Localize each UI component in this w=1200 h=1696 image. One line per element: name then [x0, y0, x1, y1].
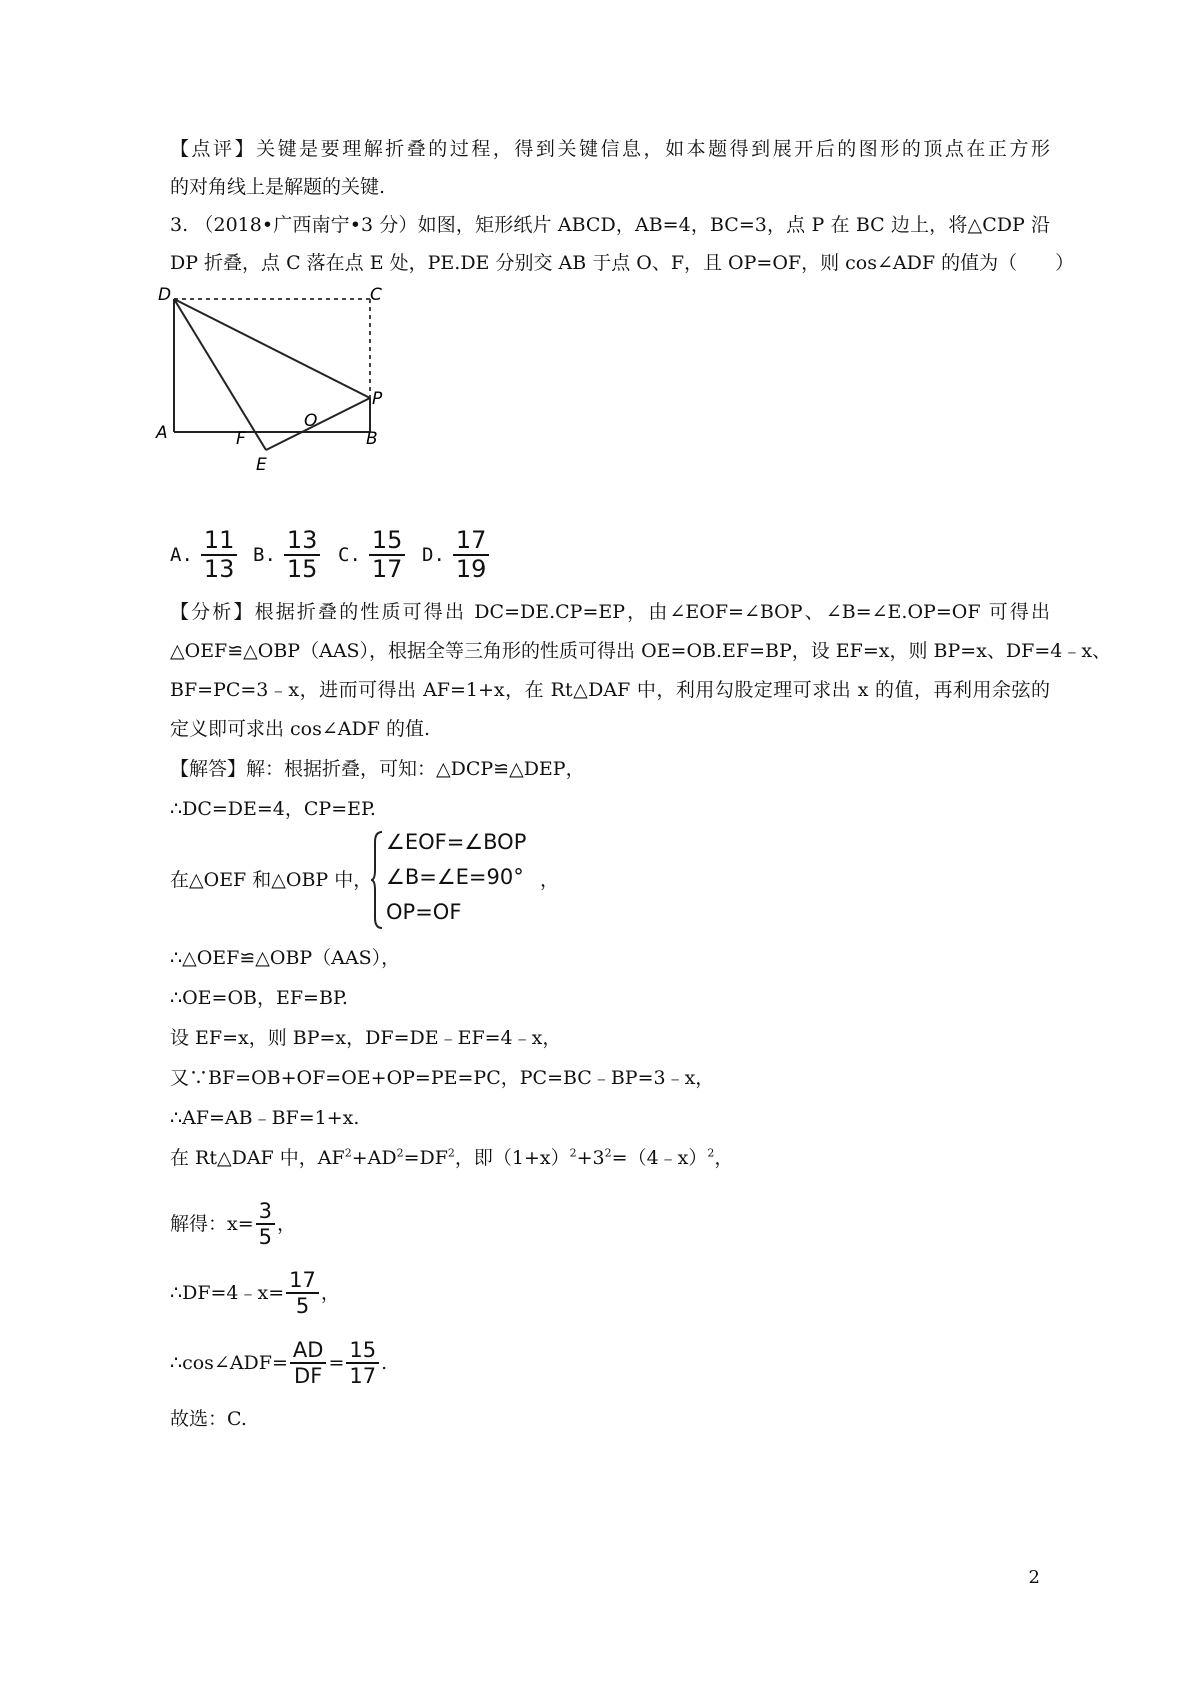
option-a-fraction	[201, 525, 238, 583]
solve-x-prefix: 解得：x=	[170, 1213, 254, 1235]
df-suffix: ，	[320, 1282, 340, 1304]
option-c-label: C.	[338, 544, 361, 566]
analysis-line-1: 【分析】根据折叠的性质可得出 DC=DE.CP=EP，由∠EOF=∠BOP、∠B=∠E.OP=OF 可得出	[170, 601, 1050, 623]
option-b-label: B.	[253, 544, 276, 566]
brace-equation-1: ∠EOF=∠BOP	[386, 830, 527, 854]
cos-suffix: .	[381, 1352, 388, 1374]
eq-part-b: +AD	[351, 1147, 397, 1169]
solve-x-suffix: ，	[277, 1213, 297, 1235]
solution-line-3-prefix: 在△OEF 和△OBP 中，	[170, 869, 373, 891]
label-f: F	[236, 429, 246, 449]
solution-line-11	[170, 1263, 1050, 1323]
cos-prefix: ∴cos∠ADF=	[170, 1352, 288, 1374]
solution-line-13: 故选：C.	[170, 1408, 247, 1430]
analysis-line-2: △OEF≌△OBP（AAS），根据全等三角形的性质可得出 OE=OB.EF=BP，设 EF=x，则 BP=x、DF=4﹣x、	[170, 640, 1112, 662]
page-number: 2	[1028, 1567, 1040, 1588]
option-c	[338, 525, 407, 585]
left-brace-icon	[370, 830, 384, 930]
review-line-1: 【点评】关键是要理解折叠的过程，得到关键信息，如本题得到展开后的图形的顶点在正方形	[170, 138, 1050, 160]
segment-ep	[266, 398, 370, 450]
solution-line-12	[170, 1333, 1050, 1393]
cos-numerator: 15	[346, 1339, 379, 1364]
option-c-denominator: 17	[371, 555, 403, 583]
analysis-line-4: 定义即可求出 cos∠ADF 的值.	[170, 718, 431, 740]
label-d: D	[158, 285, 172, 305]
eq-part-f: =（4﹣x）	[611, 1147, 708, 1169]
eq-sup-6: 2	[707, 1146, 715, 1160]
cos-denominator: 17	[349, 1364, 377, 1388]
ad-numerator: AD	[290, 1339, 327, 1364]
solution-line-1: 【解答】解：根据折叠，可知：△DCP≌△DEP，	[170, 758, 585, 780]
label-a: A	[156, 423, 168, 443]
ad-df-fraction	[290, 1339, 327, 1387]
eq-sup-3: 2	[447, 1146, 455, 1160]
label-c: C	[370, 285, 382, 305]
option-b-denominator: 15	[286, 555, 318, 583]
x-numerator: 3	[256, 1200, 275, 1225]
solution-line-3-suffix: ，	[540, 869, 560, 891]
solution-line-10	[170, 1194, 1050, 1254]
solution-line-6: 设 EF=x，则 BP=x，DF=DE﹣EF=4﹣x，	[170, 1027, 562, 1049]
eq-part-g: ，	[714, 1147, 734, 1169]
eq-sup-4: 2	[569, 1146, 577, 1160]
option-c-fraction	[369, 525, 406, 583]
df-numerator: 17	[286, 1269, 319, 1294]
solution-line-2: ∴DC=DE=4，CP=EP.	[170, 798, 376, 820]
option-a-label: A.	[170, 544, 193, 566]
problem-line-1: 3. （2018•广西南宁•3 分）如图，矩形纸片 ABCD，AB=4，BC=3，点 P 在 BC 边上，将△CDP 沿	[170, 214, 1050, 236]
eq-part-d: ，即（1+x）	[454, 1147, 570, 1169]
option-d-numerator: 17	[453, 528, 490, 556]
review-line-2: 的对角线上是解题的关键.	[170, 176, 386, 198]
label-o: O	[304, 411, 318, 431]
option-d-label: D.	[422, 544, 445, 566]
brace-equation-3: OP=OF	[386, 900, 462, 924]
eq-sup-5: 2	[604, 1146, 612, 1160]
geometry-figure	[150, 282, 430, 482]
option-c-numerator: 15	[369, 528, 406, 556]
label-e: E	[256, 455, 267, 475]
solution-line-9	[170, 1144, 1050, 1172]
option-a	[170, 525, 239, 585]
eq-sup-1: 2	[344, 1146, 352, 1160]
x-denominator: 5	[258, 1225, 273, 1249]
eq-part-c: =DF	[403, 1147, 448, 1169]
option-b-fraction	[284, 525, 321, 583]
option-b	[253, 525, 322, 585]
analysis-line-3: BF=PC=3﹣x，进而可得出 AF=1+x，在 Rt△DAF 中，利用勾股定理可求出 x 的值，再利用余弦的	[170, 679, 1050, 701]
solution-line-5: ∴OE=OB，EF=BP.	[170, 987, 348, 1009]
df-denominator-2: DF	[294, 1364, 323, 1388]
option-d-fraction	[453, 525, 490, 583]
brace-equation-2: ∠B=∠E=90°	[386, 865, 524, 889]
df-fraction	[286, 1269, 319, 1317]
solution-line-7: 又∵BF=OB+OF=OE+OP=PE=PC，PC=BC﹣BP=3﹣x，	[170, 1067, 715, 1089]
solution-line-8: ∴AF=AB﹣BF=1+x.	[170, 1107, 360, 1129]
option-d-denominator: 19	[455, 555, 487, 583]
eq-part-e: +3	[576, 1147, 605, 1169]
eq-part-a: 在 Rt△DAF 中，AF	[170, 1147, 345, 1169]
option-a-numerator: 11	[201, 528, 238, 556]
option-d	[422, 525, 491, 585]
df-prefix: ∴DF=4﹣x=	[170, 1282, 285, 1304]
option-b-numerator: 13	[284, 528, 321, 556]
cos-equals: =	[328, 1352, 345, 1374]
eq-sup-2: 2	[396, 1146, 404, 1160]
option-a-denominator: 13	[203, 555, 235, 583]
label-p: P	[372, 389, 383, 409]
cos-value-fraction	[346, 1339, 379, 1387]
problem-line-2: DP 折叠，点 C 落在点 E 处，PE.DE 分别交 AB 于点 O、F，且 OP=OF，则 cos∠ADF 的值为（ ）	[170, 252, 1075, 274]
x-fraction	[256, 1200, 275, 1248]
label-b: B	[366, 429, 378, 449]
solution-line-4: ∴△OEF≌△OBP（AAS），	[170, 947, 401, 969]
df-denominator: 5	[295, 1294, 310, 1318]
